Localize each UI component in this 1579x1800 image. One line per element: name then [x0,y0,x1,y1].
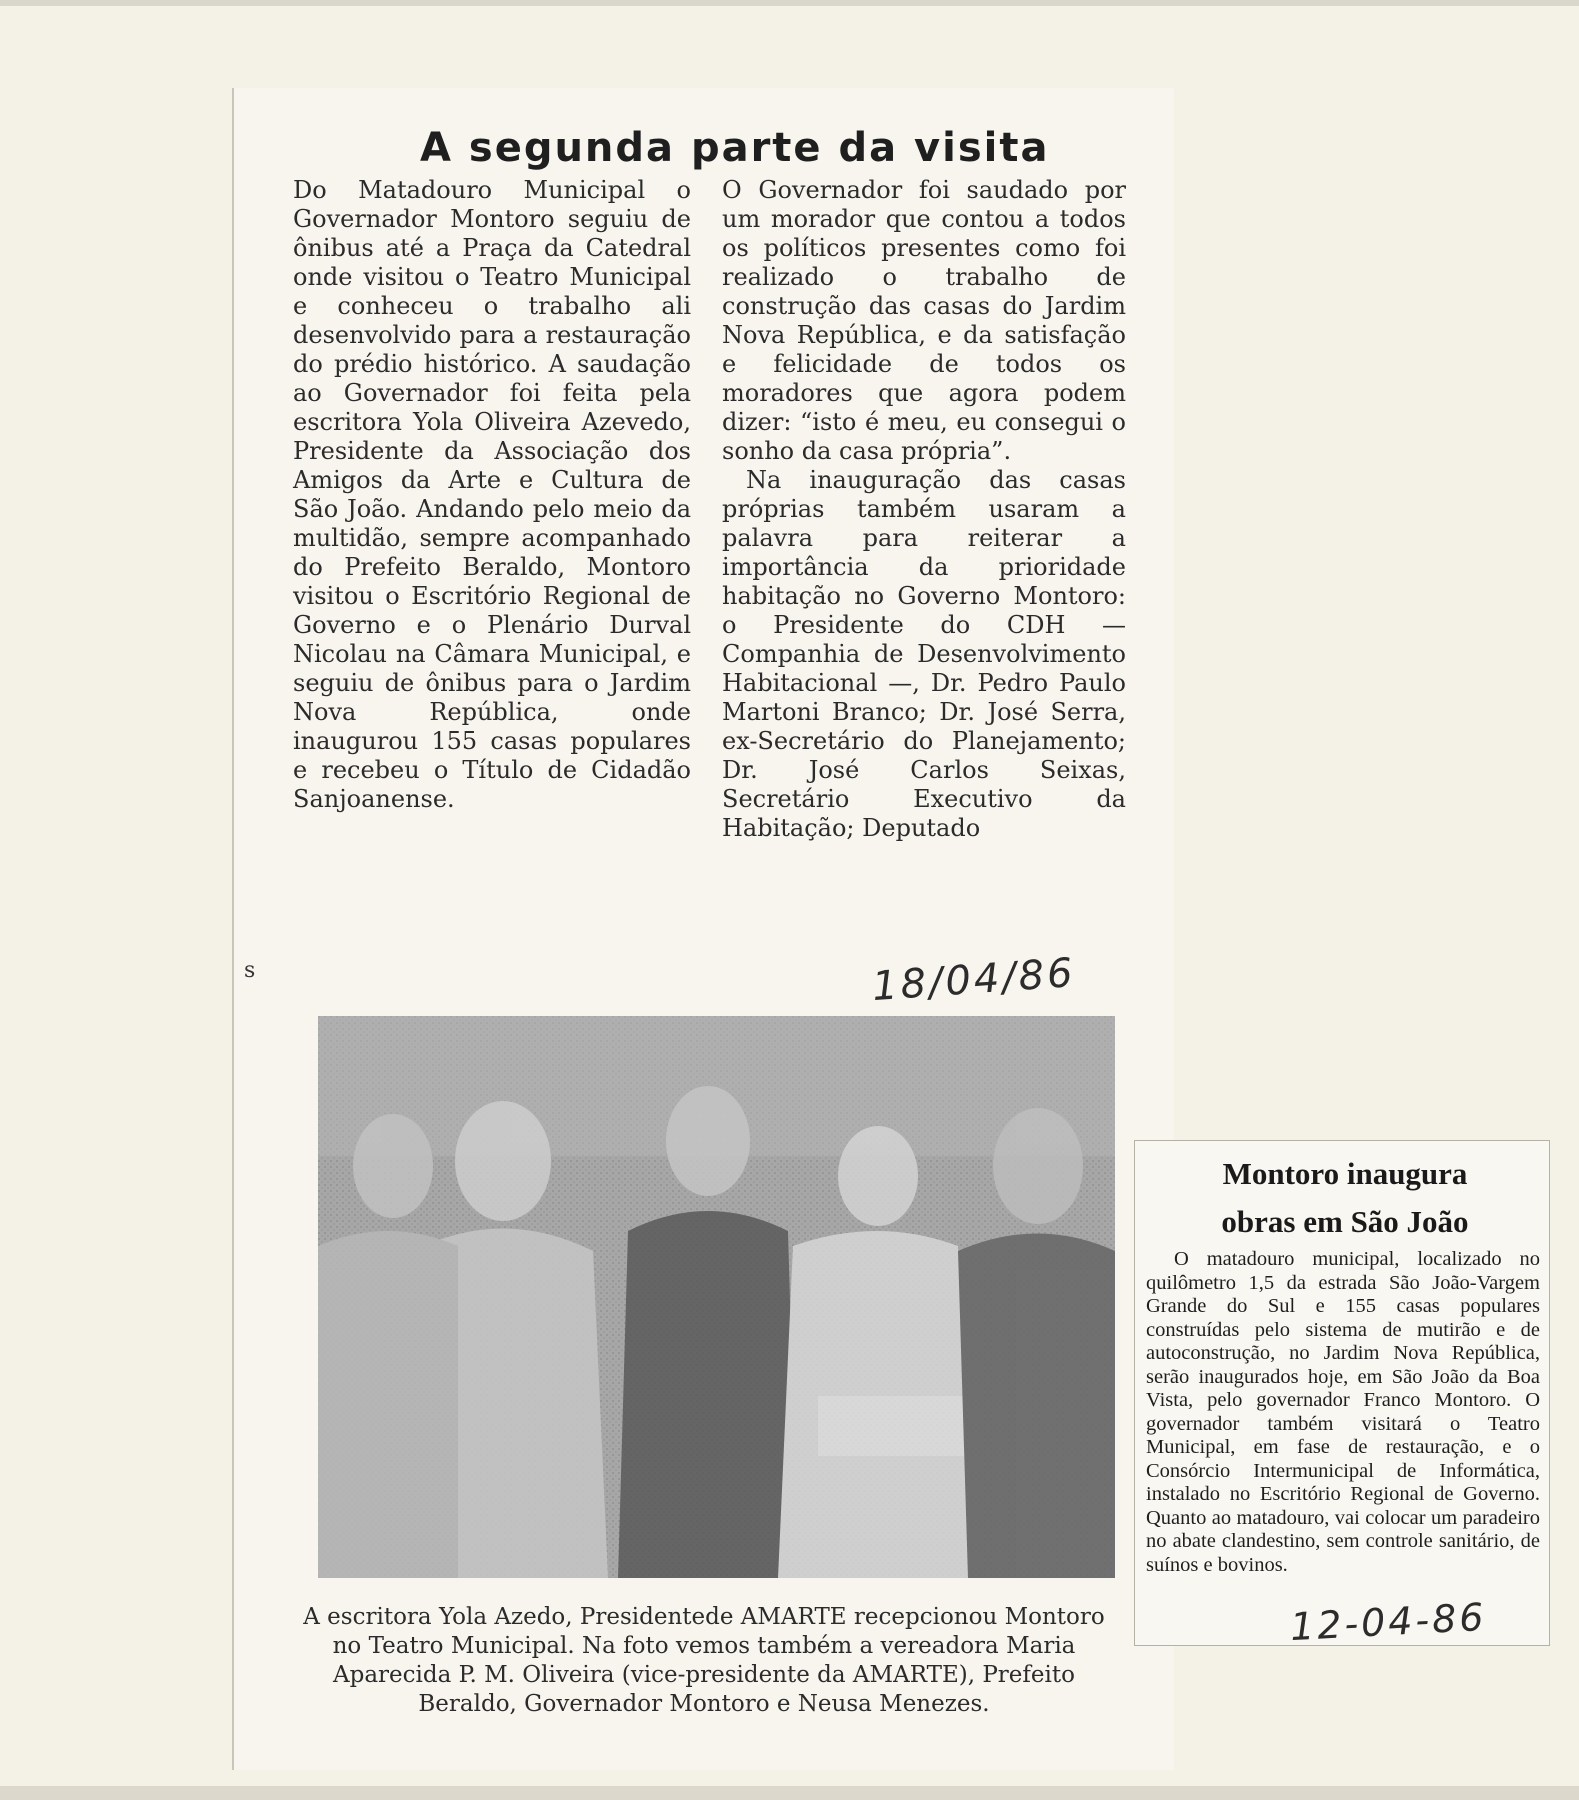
side-headline-line-2: obras em São João [1221,1204,1469,1239]
side-headline-line-1: Montoro inaugura [1222,1156,1468,1191]
main-article-left-column [293,176,691,814]
page-top-edge [0,0,1579,6]
handwritten-date-side: 12-04-86 [1288,1594,1488,1650]
side-article-text: O matadouro municipal, localizado no quilômetro 1,5 da estrada São João-Vargem Grande do Sul e 155 casas populares construídas pelo sistema de mutirão e de autoconstrução, no Jardim Nova República, serão inaugurados hoje, em São João da Boa Vista, pelo governador Franco Montoro. O governador também visitará o Teatro Municipal, em fase de restauração, e o Consórcio Intermunicipal de Informática, instalado no Escritório Regional de Governo. Quanto ao matadouro, vai colocar um paradeiro no abate clandestino, sem controle sanitário, de suínos e bovinos. [1146,1248,1540,1576]
page-bottom-edge [0,1786,1579,1800]
photo-caption-text: A escritora Yola Azedo, Presidentede AMARTE recepcionou Montoro no Teatro Municipal. Na foto vemos também a vereadora Maria Aparecida P. M. Oliveira (vice-presidente da AMARTE), Prefeito Beraldo, Governador Montoro e Neusa Menezes. [303,1604,1105,1717]
right-column-paragraph-2: Na inauguração das casas próprias também usaram a palavra para reiterar a importância da prioridade habitação no Governo Montoro: o Presidente do CDH — Companhia de Desenvolvimento Habitacional —, Dr. Pedro Paulo Martoni Branco; Dr. José Serra, ex-Secretário do Planejamento; Dr. José Carlos Seixas, Secretário Executivo da Habitação; Deputado [722,466,1126,842]
news-photo [318,1016,1115,1578]
right-column-paragraph-1: O Governador foi saudado por um morador que contou a todos os políticos presentes como foi realizado o trabalho de construção das casas do Jardim Nova República, e da satisfação e felicidade de todos os moradores que agora podem dizer: “isto é meu, eu consegui o sonho da casa própria”. [722,176,1126,465]
handwritten-date-main: 18/04/86 [870,949,1078,1011]
side-headline [1150,1150,1540,1246]
photo-caption [300,1603,1108,1719]
side-article-body [1146,1248,1540,1577]
main-headline: A segunda parte da visita [420,124,1050,171]
main-article-right-column [722,176,1126,843]
stray-letter: s [244,958,256,983]
left-column-text: Do Matadouro Municipal o Governador Montoro seguiu de ônibus até a Praça da Catedral onde visitou o Teatro Municipal e conheceu o trabalho ali desenvolvido para a restauração do prédio histórico. A saudação ao Governador foi feita pela escritora Yola Oliveira Azevedo, Presidente da Associação dos Amigos da Arte e Cultura de São João. Andando pelo meio da multidão, sempre acompanhado do Prefeito Beraldo, Montoro visitou o Escritório Regional de Governo e o Plenário Durval Nicolau na Câmara Municipal, e seguiu de ônibus para o Jardim Nova República, onde inaugurou 155 casas populares e recebeu o Título de Cidadão Sanjoanense. [293,176,691,813]
photo-image [318,1016,1115,1578]
